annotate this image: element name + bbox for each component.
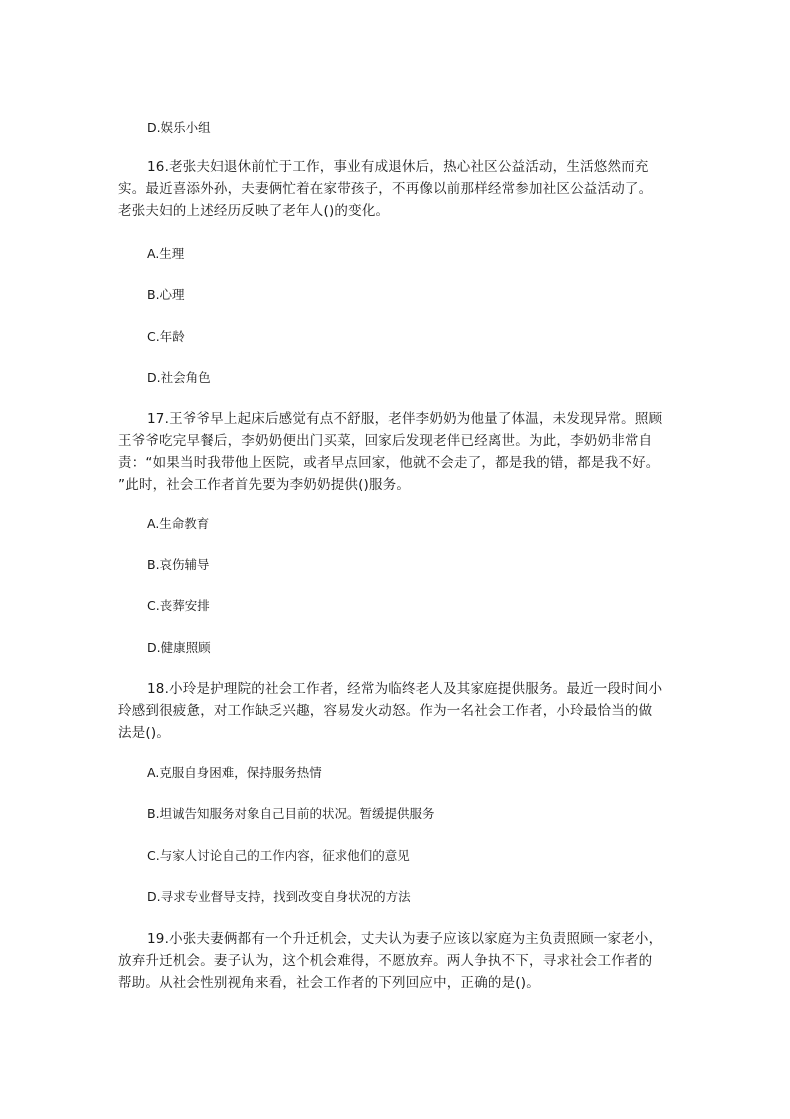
question-18-stem xyxy=(118,678,678,744)
question-17-stem xyxy=(118,408,678,496)
question-17-line-4: ”此时，社会工作者首先要为李奶奶提供()服务。 xyxy=(118,477,411,493)
question-18-line-3: 法是()。 xyxy=(118,725,171,741)
question-17-option-b: B.哀伤辅导 xyxy=(147,557,210,572)
question-16-line-1: 16.老张夫妇退休前忙于工作，事业有成退休后，热心社区公益活动，生活悠然而充 xyxy=(147,159,649,175)
question-17-line-3: 责：“如果当时我带他上医院，或者早点回家，他就不会走了，都是我的错，都是我不好。 xyxy=(118,455,660,471)
question-17-option-a: A.生命教育 xyxy=(147,516,210,531)
question-17-line-1: 17.王爷爷早上起床后感觉有点不舒服，老伴李奶奶为他量了体温，未发现异常。照顾 xyxy=(147,411,663,427)
question-16-stem xyxy=(118,156,678,222)
question-17-option-d: D.健康照顾 xyxy=(147,640,211,655)
question-18-option-b: B.坦诚告知服务对象自己目前的状况。暂缓提供服务 xyxy=(147,806,435,821)
question-19-line-3: 帮助。从社会性别视角来看，社会工作者的下列回应中，正确的是()。 xyxy=(118,975,540,991)
question-18-option-c: C.与家人讨论自己的工作内容，征求他们的意见 xyxy=(147,848,410,863)
question-18-option-d: D.寻求专业督导支持，找到改变自身状况的方法 xyxy=(147,889,411,904)
question-19-line-1: 19.小张夫妻俩都有一个升迁机会，丈夫认为妻子应该以家庭为主负责照顾一家老小， xyxy=(147,931,663,947)
question-16-option-c: C.年龄 xyxy=(147,329,185,344)
question-19-stem xyxy=(118,928,678,994)
option-d-prev: D.娱乐小组 xyxy=(147,120,211,135)
question-18-line-1: 18.小玲是护理院的社会工作者，经常为临终老人及其家庭提供服务。最近一段时间小 xyxy=(147,681,663,697)
question-16-line-2: 实。最近喜添外孙，夫妻俩忙着在家带孩子，不再像以前那样经常参加社区公益活动了。 xyxy=(118,181,653,197)
question-18-option-a: A.克服自身困难，保持服务热情 xyxy=(147,765,322,780)
question-16-option-a: A.生理 xyxy=(147,246,185,261)
question-16-line-3: 老张夫妇的上述经历反映了老年人()的变化。 xyxy=(118,203,390,219)
question-17-line-2: 王爷爷吃完早餐后，李奶奶便出门买菜，回家后发现老伴已经离世。为此，李奶奶非常自 xyxy=(118,433,653,449)
question-16-option-d: D.社会角色 xyxy=(147,370,211,385)
question-19-line-2: 放弃升迁机会。妻子认为，这个机会难得，不愿放弃。两人争执不下，寻求社会工作者的 xyxy=(118,953,653,969)
question-18-line-2: 玲感到很疲惫，对工作缺乏兴趣，容易发火动怒。作为一名社会工作者，小玲最恰当的做 xyxy=(118,703,653,719)
question-17-option-c: C.丧葬安排 xyxy=(147,598,210,613)
question-16-option-b: B.心理 xyxy=(147,287,185,302)
